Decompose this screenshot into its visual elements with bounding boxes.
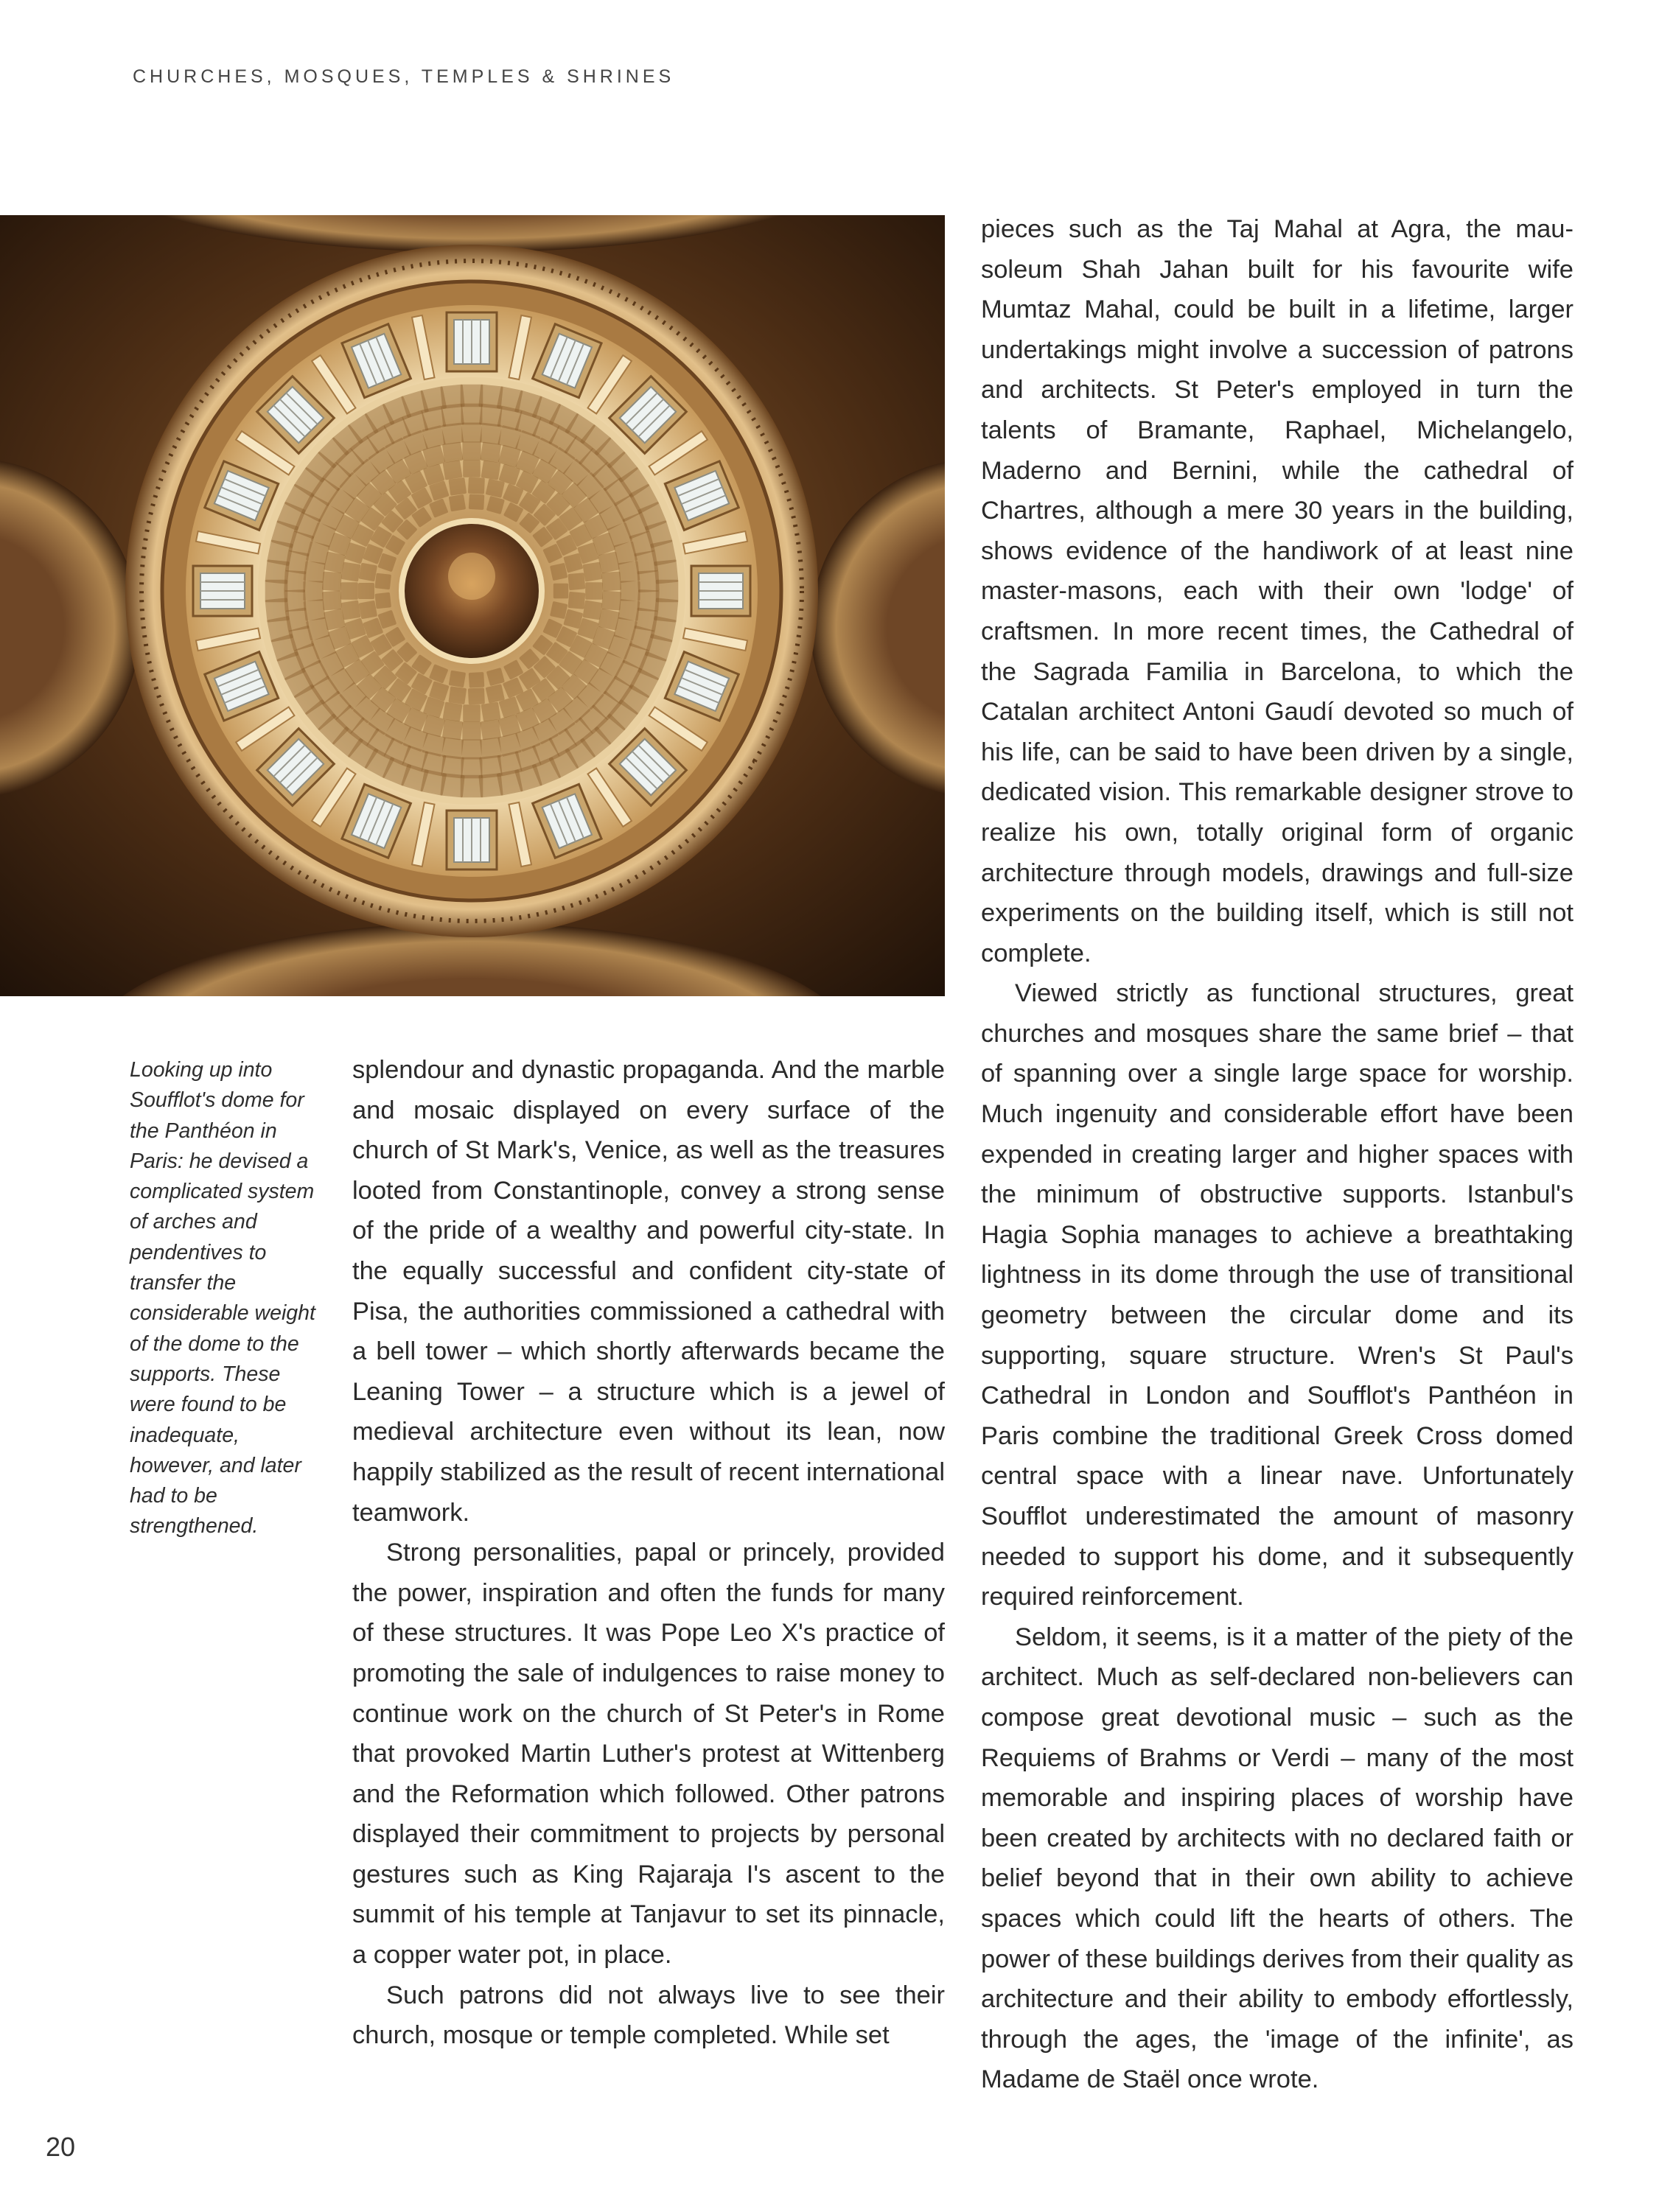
page-number: 20 [46,2132,76,2162]
coffer [448,477,467,496]
coffer [303,581,323,601]
paragraph: pieces such as the Taj Mahal at Agra, the mausoleum Shah Jahan built for his favourite wife Mumtaz Mahal, could be built in a lifetime, larger undertakings might involve a succession of patrons and architects. St Peter's employed in turn the talents of Bramante, Raphael, Michelangelo, Maderno and Bernini, while the cathedral of Chartres, although a mere 30 years in the building, shows evidence of the handiwork of at least nine master-masons, each with their own 'lodge' of craftsmen. In more recent times, the Cathedral of the Sagrada Familia in Barcelona, to which the Catalan architect Antoni Gaudí devoted so much of his life, can be said to have been driven by a single, dedicated vision. This remarkable designer strove to realize his own, totally original form of organic architecture through models, drawings and full-size experiments on the building itself, which is still not complete. [981,215,1574,967]
coffer [462,721,481,740]
coffer [461,422,481,442]
paragraph: Strong personalities, papal or princely, provided the power, inspiration and often the funds for many of these structures. It was Pope Leo X's practice of promoting the sale of indulgences to raise money to continue work on the church of St Peter's in Rome that provoked Martin Luther's protest at Wittenberg and the Reformation which followed. Other patrons displayed their commitment to projects by personal gestures such as King Rajaraja I's ascent to the summit of his temple at Tanjavur to set its pinnacle, a copper water pot, in place. [352,1539,945,1970]
coffer [481,701,500,721]
paragraph: Viewed strictly as functional structures, great churches and mosques share the same brief – that of spanning over a single large space for worship. Much ingenuity and considerable effort have been expended in creating larger and higher spaces with the minimum of obstructive supports. Istanbul's Hagia Sophia manages to achieve a breathtaking lightness in its dome through the use of transitional geometry between the circular dome and its supporting, square structure. Wren's St Paul's Cathedral in London and Soufflot's Panthéon in Paris combine the traditional Greek Cross domed central space with a linear nave. Unfortunately Soufflot underestimated the amount of masonry needed to support his dome, and it subsequently required reinforcement. [981,979,1574,1611]
coffer [469,672,485,688]
coffer [374,592,391,609]
coffer [443,701,463,721]
coffer [462,441,481,460]
running-head: CHURCHES, MOSQUES, TEMPLES & SHRINES [133,66,675,87]
coffer [480,737,502,759]
coffer [461,757,483,779]
body-column-right [981,209,1574,2100]
coffer [582,600,602,620]
coffer [550,601,567,619]
coffer [481,719,502,741]
drum-window [447,312,497,371]
coffer [443,461,463,480]
coffer [304,599,326,621]
coffer [567,592,585,609]
coffer [341,600,361,620]
drum-window [691,566,750,616]
coffer [359,601,378,620]
coffer [469,494,485,510]
coffer [468,477,485,494]
coffer [468,687,485,704]
coffer [284,589,306,612]
drum-window [447,811,497,869]
photo-caption: Looking up into Soufflot's dome for the Panthéon in Paris: he devised a complicated system of arches and pendentives to transfer the considerable weight of the dome to the supports. These were found to be inadequate, however, and later had to be strengthened. [130,1058,315,1539]
drum-window [193,566,252,616]
coffer [463,460,481,477]
coffer [461,739,481,759]
coffer [449,671,467,688]
coffer [550,563,567,581]
coffer [322,572,342,592]
coffer [461,404,483,425]
coffer [463,704,481,722]
coffer [374,573,391,590]
coffer [567,573,585,590]
coffer [585,582,603,600]
coffer [442,442,464,463]
coffer [442,719,464,741]
coffer [637,570,659,592]
coffer [601,590,621,610]
coffer [553,584,568,598]
body-column-middle [352,1050,945,2056]
coffer [448,686,467,704]
coffer [340,582,358,600]
coffer [481,461,500,480]
dome-photo [0,215,945,996]
paragraph: Such patrons did not always live to see their church, mosque or temple completed. While set [352,1981,945,2050]
coffer [341,562,361,582]
paragraph: splendour and dynastic propaganda. And the marble and mosaic displayed on every surface of the church of St Mark's, Venice, as well as the treasures looted from Constantinople, convey a strong sense of the pride of a wealthy and powerful city-state. In the equally successful and confident city-state of Pisa, the authorities commissioned a cathedral with a bell tower – which shortly afterwards became the Leaning Tower – a structure which is a jewel of medieval architecture even without its lean, now happily stabilized as the result of recent international teamwork. [352,1056,945,1527]
coffer [620,581,640,601]
coffer [358,583,374,599]
coffer [449,494,467,512]
coffer [582,562,602,582]
coffer [601,572,621,592]
coffer [359,563,378,582]
paragraph: Seldom, it seems, is it a matter of the piety of the architect. Much as self-declared non-believers can compose great devotional music – such as the Requiems of Brahms or Verdi – many of the most memorable and inspiring places of worship have been created by architects with no declared faith or belief beyond that in their own ability to achieve spaces which could lift the hearts of others. The power of these buildings derives from their quality as architecture and their ability to embody effortlessly, through the ages, the 'image of the infinite', as Madame de Staël once wrote. [981,1623,1574,2094]
coffer [481,442,502,463]
coffer [618,561,640,583]
coffer [322,590,342,610]
dome-illustration [0,215,945,996]
coffer [441,423,464,445]
